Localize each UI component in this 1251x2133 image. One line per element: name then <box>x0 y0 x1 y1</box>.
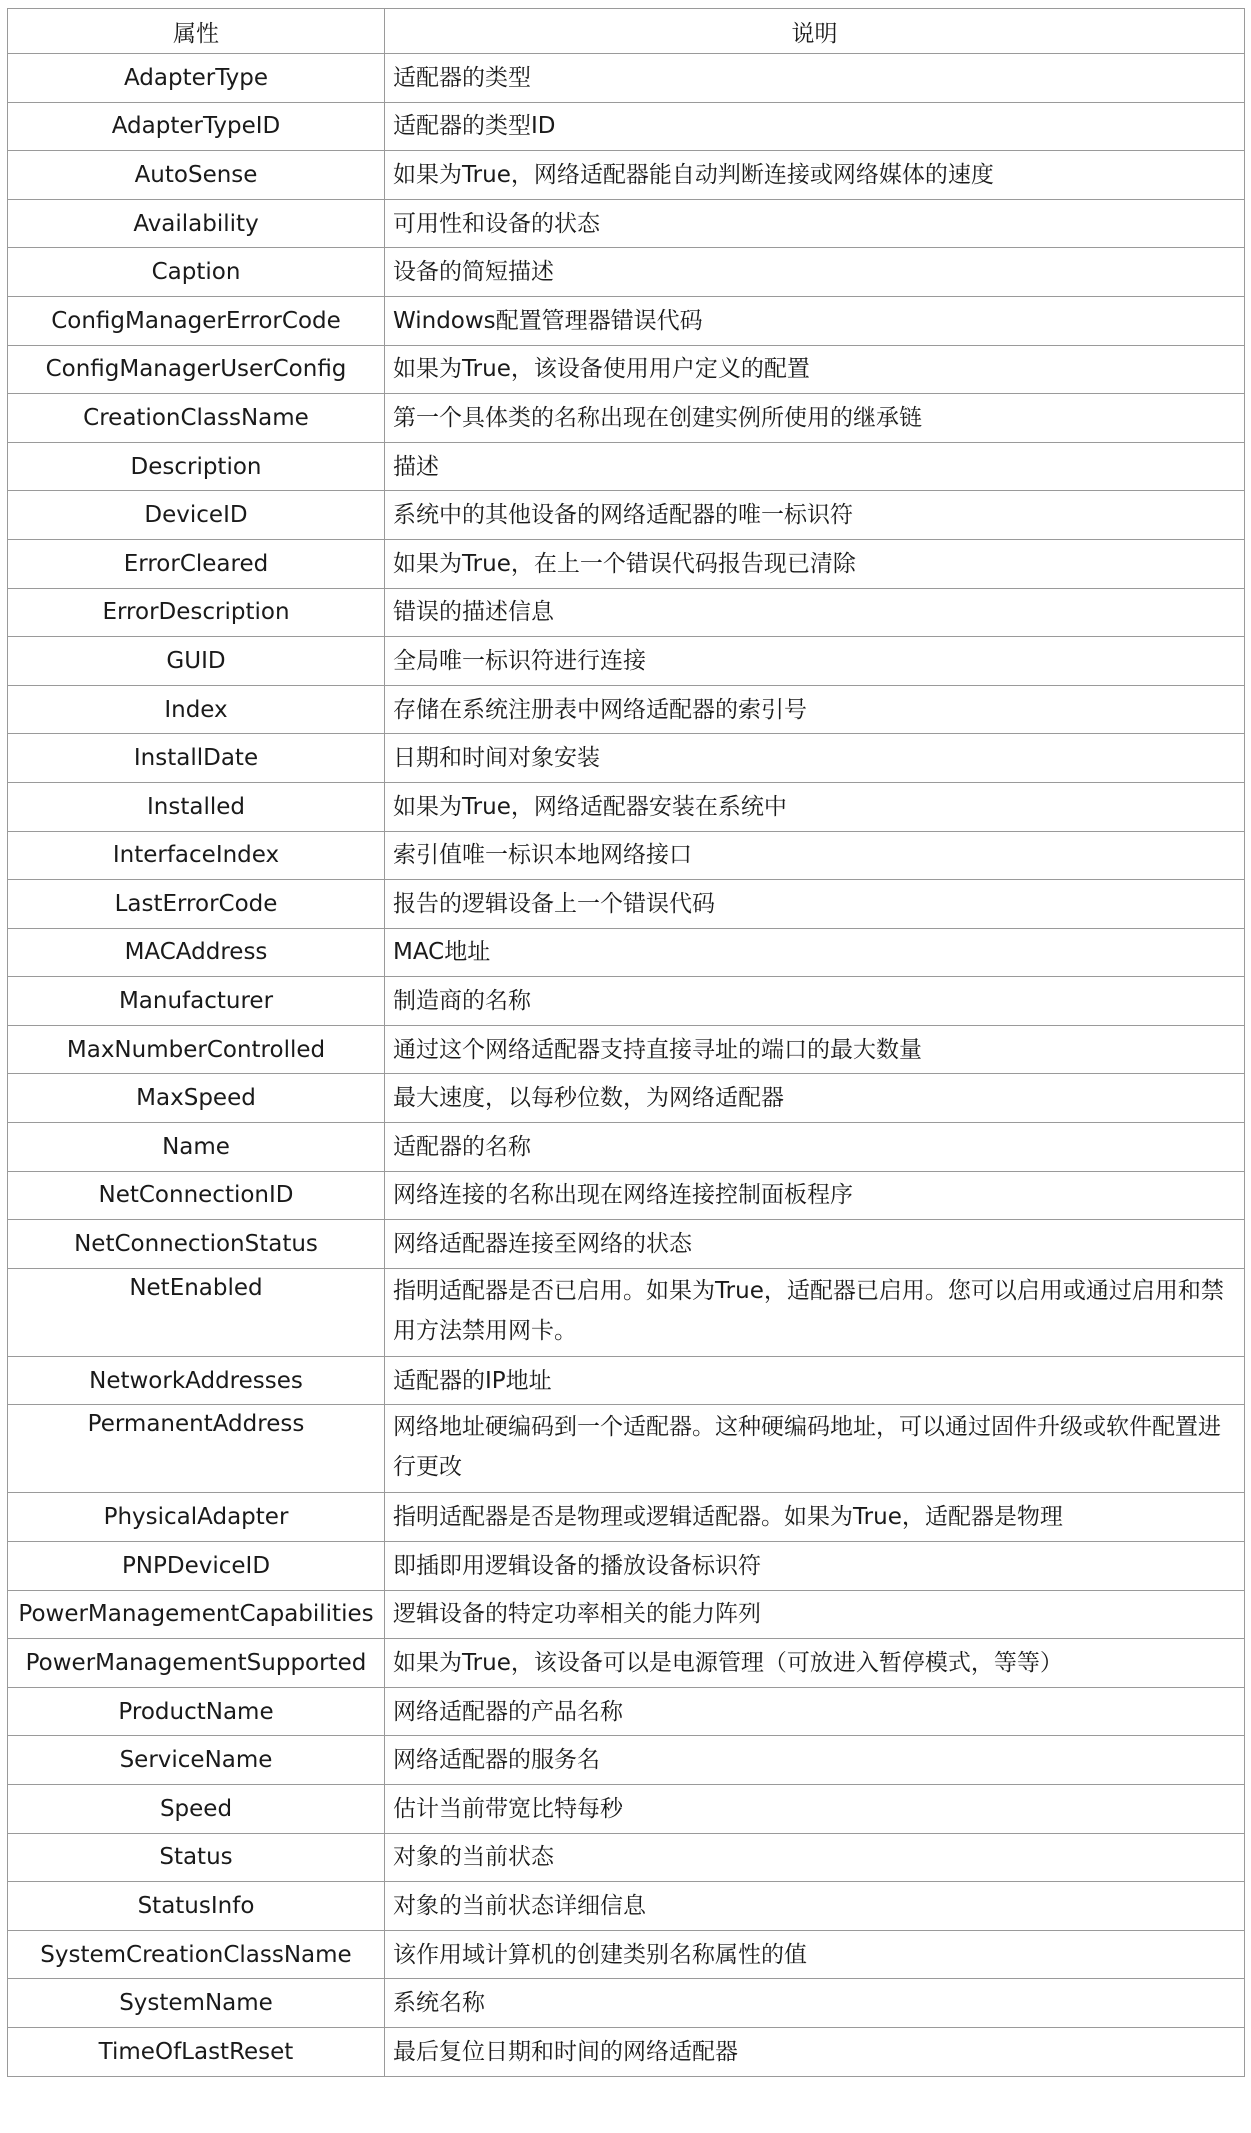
property-cell: InstallDate <box>8 734 385 783</box>
table-row <box>8 1074 1245 1123</box>
property-cell: Description <box>8 442 385 491</box>
property-cell: InterfaceIndex <box>8 831 385 880</box>
property-cell: Speed <box>8 1785 385 1834</box>
description-cell: 对象的当前状态详细信息 <box>385 1882 1245 1931</box>
property-cell: ErrorCleared <box>8 539 385 588</box>
property-cell: AdapterType <box>8 54 385 103</box>
table-row <box>8 1687 1245 1736</box>
table-row <box>8 1590 1245 1639</box>
property-cell: Manufacturer <box>8 977 385 1026</box>
table-row <box>8 1268 1245 1356</box>
table-row <box>8 1493 1245 1542</box>
description-cell: 网络适配器连接至网络的状态 <box>385 1220 1245 1269</box>
description-cell: 适配器的类型ID <box>385 102 1245 151</box>
table-body <box>8 54 1245 2077</box>
table-row <box>8 1833 1245 1882</box>
property-cell: PhysicalAdapter <box>8 1493 385 1542</box>
property-cell: NetConnectionStatus <box>8 1220 385 1269</box>
header-description: 说明 <box>385 9 1245 54</box>
table-row <box>8 588 1245 637</box>
property-cell: AdapterTypeID <box>8 102 385 151</box>
description-cell: 第一个具体类的名称出现在创建实例所使用的继承链 <box>385 394 1245 443</box>
description-cell: 适配器的名称 <box>385 1123 1245 1172</box>
property-cell: MaxNumberControlled <box>8 1025 385 1074</box>
property-cell: Name <box>8 1123 385 1172</box>
property-cell: NetworkAddresses <box>8 1356 385 1405</box>
property-cell: Caption <box>8 248 385 297</box>
description-cell: 该作用域计算机的创建类别名称属性的值 <box>385 1930 1245 1979</box>
property-cell: Index <box>8 685 385 734</box>
table-row <box>8 880 1245 929</box>
description-cell: 错误的描述信息 <box>385 588 1245 637</box>
property-cell: ServiceName <box>8 1736 385 1785</box>
property-cell: ConfigManagerUserConfig <box>8 345 385 394</box>
description-cell: 如果为True，该设备使用用户定义的配置 <box>385 345 1245 394</box>
description-cell: 网络适配器的产品名称 <box>385 1687 1245 1736</box>
description-cell: 网络地址硬编码到一个适配器。这种硬编码地址，可以通过固件升级或软件配置进行更改 <box>385 1405 1245 1493</box>
description-cell: 设备的简短描述 <box>385 248 1245 297</box>
description-cell: 即插即用逻辑设备的播放设备标识符 <box>385 1542 1245 1591</box>
property-cell: PermanentAddress <box>8 1405 385 1493</box>
property-cell: SystemName <box>8 1979 385 2028</box>
table-row <box>8 199 1245 248</box>
table-row <box>8 491 1245 540</box>
table-row <box>8 394 1245 443</box>
table-row <box>8 1025 1245 1074</box>
description-cell: 通过这个网络适配器支持直接寻址的端口的最大数量 <box>385 1025 1245 1074</box>
property-cell: DeviceID <box>8 491 385 540</box>
property-cell: Installed <box>8 782 385 831</box>
table-row <box>8 1405 1245 1493</box>
property-cell: StatusInfo <box>8 1882 385 1931</box>
description-cell: 指明适配器是否是物理或逻辑适配器。如果为True，适配器是物理 <box>385 1493 1245 1542</box>
description-cell: 最大速度，以每秒位数，为网络适配器 <box>385 1074 1245 1123</box>
property-cell: PowerManagementSupported <box>8 1639 385 1688</box>
description-cell: 存储在系统注册表中网络适配器的索引号 <box>385 685 1245 734</box>
table-row <box>8 1171 1245 1220</box>
description-cell: 逻辑设备的特定功率相关的能力阵列 <box>385 1590 1245 1639</box>
description-cell: 适配器的类型 <box>385 54 1245 103</box>
property-cell: GUID <box>8 637 385 686</box>
properties-table <box>7 8 1245 2077</box>
description-cell: 网络连接的名称出现在网络连接控制面板程序 <box>385 1171 1245 1220</box>
description-cell: 如果为True，网络适配器能自动判断连接或网络媒体的速度 <box>385 151 1245 200</box>
table-row <box>8 1542 1245 1591</box>
table-row <box>8 831 1245 880</box>
property-cell: Status <box>8 1833 385 1882</box>
description-cell: 报告的逻辑设备上一个错误代码 <box>385 880 1245 929</box>
description-cell: 最后复位日期和时间的网络适配器 <box>385 2027 1245 2076</box>
table-row <box>8 1736 1245 1785</box>
description-cell: 系统名称 <box>385 1979 1245 2028</box>
description-cell: 可用性和设备的状态 <box>385 199 1245 248</box>
table-row <box>8 1220 1245 1269</box>
table-row <box>8 1785 1245 1834</box>
table-row <box>8 102 1245 151</box>
table-row <box>8 685 1245 734</box>
table-row <box>8 1979 1245 2028</box>
table-row <box>8 1356 1245 1405</box>
table-row <box>8 977 1245 1026</box>
table-row <box>8 1882 1245 1931</box>
description-cell: 如果为True，网络适配器安装在系统中 <box>385 782 1245 831</box>
property-cell: ErrorDescription <box>8 588 385 637</box>
property-cell: TimeOfLastReset <box>8 2027 385 2076</box>
description-cell: 指明适配器是否已启用。如果为True，适配器已启用。您可以启用或通过启用和禁用方法禁用网卡。 <box>385 1268 1245 1356</box>
table-row <box>8 296 1245 345</box>
property-cell: NetEnabled <box>8 1268 385 1356</box>
table-row <box>8 345 1245 394</box>
description-cell: 适配器的IP地址 <box>385 1356 1245 1405</box>
description-cell: 索引值唯一标识本地网络接口 <box>385 831 1245 880</box>
description-cell: 描述 <box>385 442 1245 491</box>
description-cell: 对象的当前状态 <box>385 1833 1245 1882</box>
table-row <box>8 637 1245 686</box>
table-row <box>8 1930 1245 1979</box>
description-cell: 系统中的其他设备的网络适配器的唯一标识符 <box>385 491 1245 540</box>
table-row <box>8 1639 1245 1688</box>
table-row <box>8 1123 1245 1172</box>
property-cell: SystemCreationClassName <box>8 1930 385 1979</box>
description-cell: 估计当前带宽比特每秒 <box>385 1785 1245 1834</box>
table-header-row <box>8 9 1245 54</box>
table-row <box>8 734 1245 783</box>
property-cell: ConfigManagerErrorCode <box>8 296 385 345</box>
property-cell: ProductName <box>8 1687 385 1736</box>
property-cell: MaxSpeed <box>8 1074 385 1123</box>
property-cell: AutoSense <box>8 151 385 200</box>
header-property: 属性 <box>8 9 385 54</box>
property-cell: PNPDeviceID <box>8 1542 385 1591</box>
table-row <box>8 248 1245 297</box>
description-cell: 制造商的名称 <box>385 977 1245 1026</box>
table-row <box>8 2027 1245 2076</box>
property-cell: MACAddress <box>8 928 385 977</box>
description-cell: 日期和时间对象安装 <box>385 734 1245 783</box>
property-cell: LastErrorCode <box>8 880 385 929</box>
property-cell: CreationClassName <box>8 394 385 443</box>
description-cell: 网络适配器的服务名 <box>385 1736 1245 1785</box>
property-cell: NetConnectionID <box>8 1171 385 1220</box>
description-cell: 全局唯一标识符进行连接 <box>385 637 1245 686</box>
table-row <box>8 442 1245 491</box>
property-cell: PowerManagementCapabilities <box>8 1590 385 1639</box>
table-row <box>8 782 1245 831</box>
table-row <box>8 54 1245 103</box>
property-cell: Availability <box>8 199 385 248</box>
table-row <box>8 539 1245 588</box>
description-cell: MAC地址 <box>385 928 1245 977</box>
description-cell: 如果为True，该设备可以是电源管理（可放进入暂停模式，等等） <box>385 1639 1245 1688</box>
description-cell: Windows配置管理器错误代码 <box>385 296 1245 345</box>
description-cell: 如果为True，在上一个错误代码报告现已清除 <box>385 539 1245 588</box>
table-row <box>8 928 1245 977</box>
table-row <box>8 151 1245 200</box>
